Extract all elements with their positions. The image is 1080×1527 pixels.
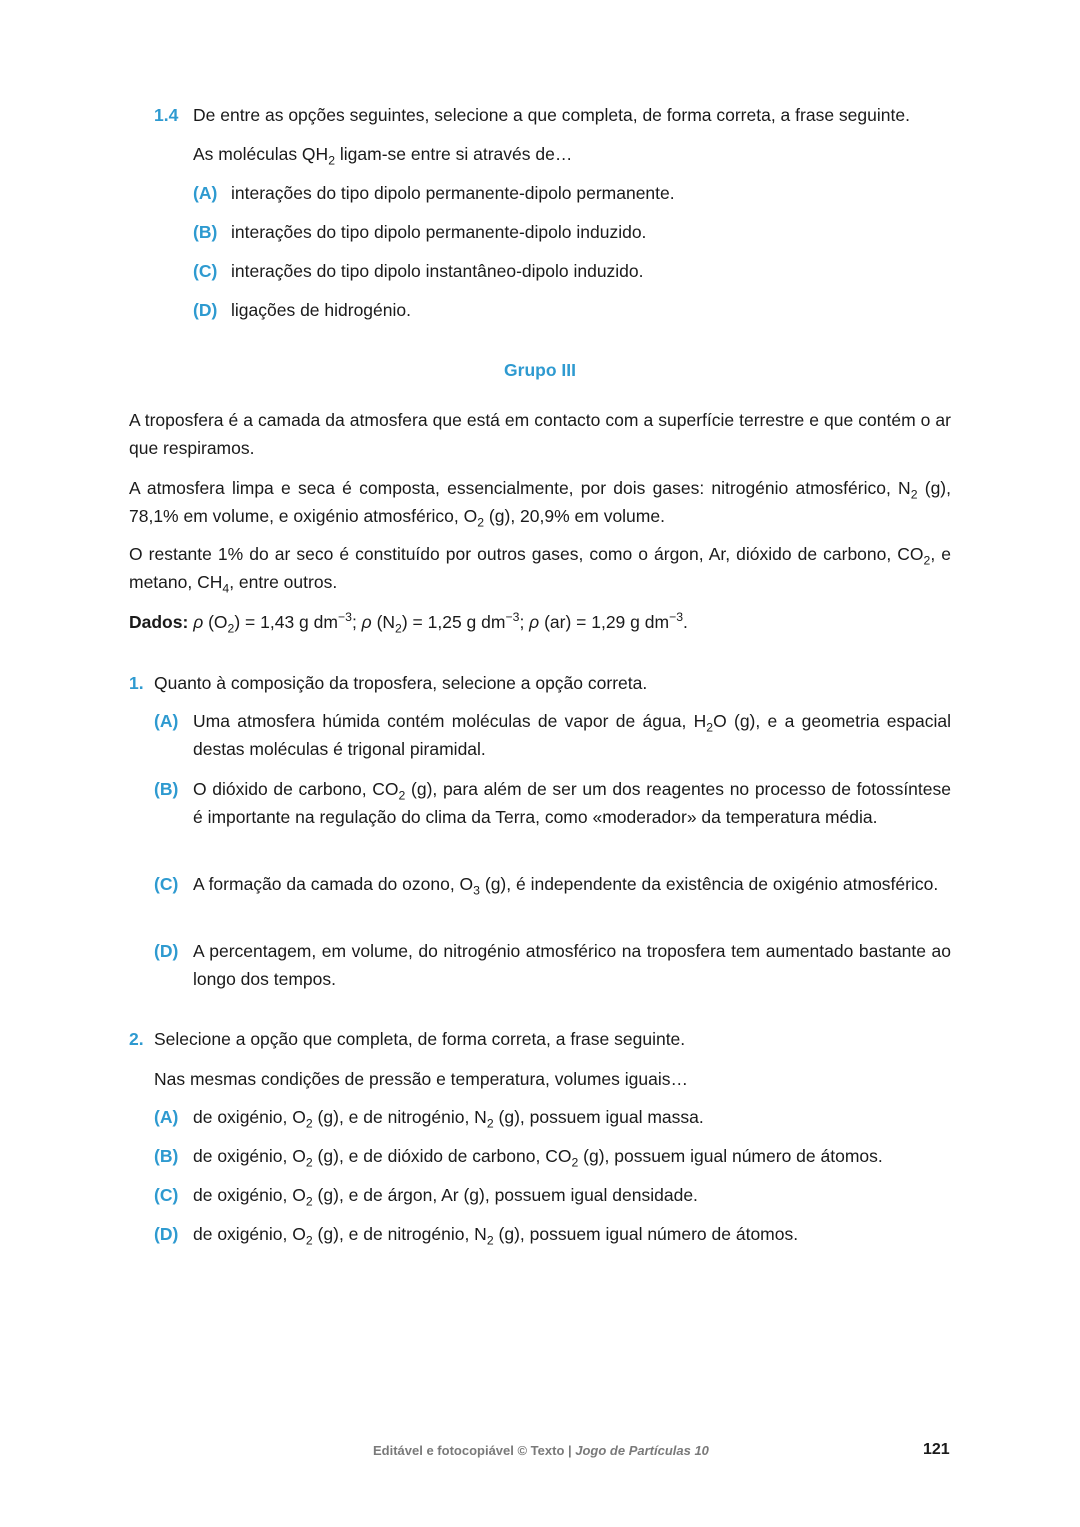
- option-d[interactable]: [154, 940, 178, 962]
- option-text: O dióxido de carbono, $CO_2$ (g), para além de ser um dos reagentes no processo de fotossíntese é importante na regulação do clima da Terra, como «moderador» da temperatura média.: [193, 779, 951, 827]
- question-stem: As moléculas $QH_2$ ligam-se entre si através de…: [193, 144, 573, 168]
- option-b[interactable]: [154, 1145, 178, 1167]
- option-label: (B): [154, 779, 179, 799]
- option-d[interactable]: [154, 1223, 178, 1245]
- option-text: de oxigénio, $O_2$ (g), e de nitrogénio, $N_2$ (g), possuem igual massa.: [193, 1107, 704, 1131]
- option-label: (A): [154, 711, 179, 731]
- option-text: A percentagem, em volume, do nitrogénio atmosférico na troposfera tem aumentado bastante ao longo dos tempos.: [193, 941, 951, 989]
- option-label: (A): [193, 183, 218, 203]
- option-text: de oxigénio, $O_2$ (g), e de dióxido de carbono, $CO_2$ (g), possuem igual número de átomos.: [193, 1146, 883, 1170]
- option-label: (D): [193, 300, 218, 320]
- option-text: de oxigénio, $O_2$ (g), e de árgon, Ar (g), possuem igual densidade.: [193, 1185, 698, 1209]
- question-stem: Nas mesmas condições de pressão e temperatura, volumes iguais…: [154, 1069, 688, 1089]
- intro-paragraph-3: O restante 1% do ar seco é constituído por outros gases, como o árgon, Ar, dióxido de carbono, $CO_2$, e metano, $CH_4$, entre outros.: [129, 544, 951, 596]
- question-number: 1.4: [154, 105, 179, 125]
- question-prompt: Quanto à composição da troposfera, selecione a opção correta.: [154, 673, 648, 693]
- option-label: (D): [154, 1224, 179, 1244]
- data-line: Dados: ρ $(O_2) = 1,43$ g $dm^{-3}$; ρ $(N_2) = 1,25$ g $dm^{-3}$; ρ (ar) = 1,29 g $dm^{-3}$.: [129, 610, 688, 636]
- option-text: interações do tipo dipolo permanente-dipolo induzido.: [231, 222, 647, 242]
- option-b[interactable]: [193, 221, 217, 243]
- option-label: (B): [154, 1146, 179, 1166]
- question-prompt: De entre as opções seguintes, selecione a que completa, de forma correta, a frase seguinte.: [193, 105, 910, 125]
- option-text: A formação da camada do ozono, $O_3$ (g), é independente da existência de oxigénio atmosférico.: [193, 874, 939, 898]
- option-text: Uma atmosfera húmida contém moléculas de vapor de água, $H_2O$ (g), e a geometria espacial destas moléculas é trigonal piramidal.: [193, 711, 951, 759]
- page-number: 121: [923, 1441, 950, 1458]
- option-text: ligações de hidrogénio.: [231, 300, 411, 320]
- option-text: de oxigénio, $O_2$ (g), e de nitrogénio, $N_2$ (g), possuem igual número de átomos.: [193, 1224, 799, 1248]
- option-c[interactable]: [154, 873, 178, 895]
- question-number: 2.: [129, 1029, 144, 1049]
- intro-paragraph-2: A atmosfera limpa e seca é composta, essencialmente, por dois gases: nitrogénio atmosférico, $N_2$ (g), 78,1% em volume, e oxigénio atmosférico, $O_2$ (g), 20,9% em volume.: [129, 478, 951, 530]
- option-c[interactable]: [154, 1184, 178, 1206]
- option-text: interações do tipo dipolo instantâneo-dipolo induzido.: [231, 261, 644, 281]
- option-d[interactable]: [193, 299, 217, 321]
- option-c[interactable]: [193, 260, 217, 282]
- data-label: Dados:: [129, 612, 189, 632]
- option-a[interactable]: [154, 710, 178, 732]
- option-a[interactable]: [193, 182, 217, 204]
- footer-credit: Editável e fotocopiável © Texto | Jogo de Partículas 10: [373, 1443, 709, 1458]
- option-label: (C): [193, 261, 218, 281]
- option-a[interactable]: [154, 1106, 178, 1128]
- option-b[interactable]: [154, 778, 178, 800]
- option-label: (D): [154, 941, 179, 961]
- option-label: (C): [154, 874, 179, 894]
- book-title: Jogo de Partículas 10: [575, 1443, 709, 1458]
- option-label: (C): [154, 1185, 179, 1205]
- option-text: interações do tipo dipolo permanente-dipolo permanente.: [231, 183, 675, 203]
- group-title: Grupo III: [504, 360, 576, 380]
- intro-paragraph-1: A troposfera é a camada da atmosfera que está em contacto com a superfície terrestre e que contém o ar que respiramos.: [129, 410, 951, 458]
- option-label: (A): [154, 1107, 179, 1127]
- question-prompt: Selecione a opção que completa, de forma correta, a frase seguinte.: [154, 1029, 686, 1049]
- question-number: 1.: [129, 673, 144, 693]
- option-label: (B): [193, 222, 218, 242]
